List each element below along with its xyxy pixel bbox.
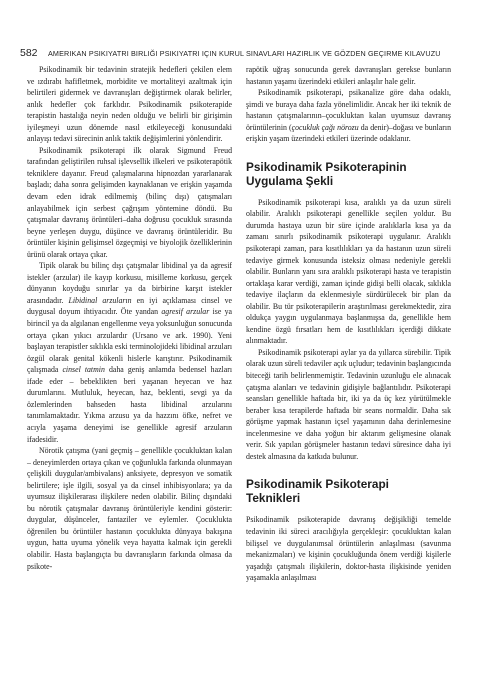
paragraph: Psikodinamik psikoterapi ilk olarak Sigmund Freud tarafından geliştirilen ruhsal işlevsellik ilkeleri ve psikoterapötik tekniklere dayanır. Freud çalışmalarına hipnozdan yararlanarak başladı; daha sonra gelişimden kaynaklanan ve erişkin yaşamda devam eden idrak edilmemiş (bilinç dışı) çatışmaları anlayabilmek için serbest çağrışım yöntemine döndü. Bu çatışmalar davranış örüntüleri–daha doğrusu çocukluk sırasında beyne yerleşen duygu, düşünce ve davranış örüntüleridir. Bu örüntüler kişinin gelişimsel özgeçmişi ve biyolojik özelliklerinin ürünü olarak ortaya çıkar. <box>27 145 232 259</box>
left-column <box>27 64 232 572</box>
emphasis-term: cinsel tatmin <box>62 365 105 375</box>
emphasis-term: agresif arzular <box>161 307 210 317</box>
paragraph: Tipik olarak bu bilinç dışı çatışmalar libidinal ya da agresif istekler (arzular) ile kayıp korkusu, misilleme korkusu, gerçek dünyanın koyduğu sınırlar ya da birbirine karşıt istekler arasındadır. Libidinal arzuların en iyi açıklaması cinsel ve duygusal doyum ihtiyacıdır. Öte yandan agresif arzular ise ya birincil ya da algılanan engellenme veya yoksunluğun sonucunda ortaya çıkan yıkıcı arzulardır (Ursano ve ark. 1990). Yeni başlayan terapistler sıklıkla eski terminolojideki libidinal arzuları özgül olarak genital kökenli hislerle karıştırır. Psikodinamik çalışmada cinsel tatmin daha geniş anlamda bedensel hazları ifade eder – bebeklikten beri yaşanan heyecan ve haz durumlarını. Mutluluk, heyecan, haz, beklenti, sevgi ya da özlemlerinden bahseden hasta libidinal arzularını tanımlamaktadır. Yıkma arzusu ya da hazzını öfke, nefret ve acıyla yaşama deneyimi ise genellikle agresif arzuların ifadesidir. <box>27 261 233 444</box>
right-column <box>246 64 451 584</box>
section-heading: Psikodinamik Psikoterapinin Uygulama Şekli <box>246 159 407 188</box>
paragraph: Nörotik çatışma (yani geçmiş – genellikle çocukluktan kalan – deneyimlerden ortaya çıkan ve çoğunlukla farkında olunmayan çelişkili duygular/ambivalans) anksiyete, depresyon ve somatik belirtilere; işle ilgili, sosyal ya da cinsel inhibisyonlara; ya da uyumsuz ilişkilerarası ilişkilere neden olabilir. Bilinç dışındaki bu nörotik çatışmalar davranış örüntüleriyle kendini gösterir: duygular, düşünceler, fantaziler ve eylemler. Çocuklukta öğrenilen bu örüntüler hastanın çocuklukta dünyaya bakışına uygun, hatta uyuma yönelik veya hayatta kalmak için gerekli olabilir. Hasta başlangıçta bu davranışların farkında olmasa da psikote- <box>27 446 232 571</box>
paragraph: rapötik uğraş sonucunda gerek davranışları gerekse bunların hastanın yaşamı üzerindeki etkileri anlaşılır hale gelir. <box>246 65 451 86</box>
running-title: AMERIKAN PSIKIYATRI BIRLIĞI PSIKIYATRI IÇIN KURUL SINAVLARI HAZIRLIK VE GÖZDEN GEÇIRME KILAVUZU <box>47 49 441 58</box>
emphasis-term: çocukluk çağı nörozu <box>291 122 359 132</box>
running-header <box>20 43 470 61</box>
page-number: 582 <box>20 47 38 59</box>
paragraph: Psikodinamik psikoterapi aylar ya da yıllarca sürebilir. Tipik olarak uzun süreli tedaviler açık uçludur; tedavinin başlangıcında biteceği tarih belirlenmemiştir. Tedavinin uzunluğu ele alınacak çatışma alanları ve tedavinin gidişiyle bağlantılıdır. Psikoterapi seansları genellikle haftada bir, iki ya da üç kez yürütülmekle beraber kısa terapilerde haftada bir seans normaldir. Daha sık görüşme yapmak hastanın içsel yaşamının daha derinlemesine incelenmesine ve daha yoğun bir aktarım gelişmesine olanak verir. Sık yapılan görüşmeler hastanın tedavi süresince daha iyi destek almasına da katkıda bulunur. <box>246 347 451 461</box>
paragraph: Psikodinamik psikoterapi kısa, aralıklı ya da uzun süreli olabilir. Aralıklı psikoterapi genellikle seçilen yoldur. Bu durumda hastaya uzun bir süre içinde aralıklarla kısa ya da zamanı sınırlı psikodinamik psikoterapi uygulanır. Aralıklı psikoterapi zaman, para kısıtlılıkları ya da hastanın uzun süreli tedaviye girmek konusunda isteksiz olması nedeniyle gerekli olabilir. Bunların yanı sıra aralıklı psikoterapi hasta ve terapistin ortaklaşa karar verdiği, zaman içinde gidişi belli olacak, sıklıkla tedaviye ilaçların da eklenmesiyle sürdürülecek bir plan da olabilir. Bu tür psikoterapilerin araştırılması gerekmektedir, zira oldukça yaygın uygulanmaya başlanmışsa da, genellikle hem kendine özgü fırsatları hem de kısıtlılıkları içerdiği dikkate alınmaktadır. <box>246 197 451 346</box>
paragraph: Psikodinamik psikoterapide davranış değişikliği temelde tedavinin iki süreci aracılığıyla gerçekleşir: çocukluktan kalan bilişsel ve duygulanımsal örüntülerin anlaşılması (savunma mekanizmaları) ve kişinin çocukluğunda önem verdiği kişilerle yaşadığı çatışmalı ilişkilerin, doktor-hasta ilişkisinde yeniden yaşamakla anlaşılması <box>246 515 451 583</box>
emphasis-term: Libidinal arzuların <box>68 295 132 305</box>
section-heading: Psikodinamik Psikoterapi Teknikleri <box>246 477 389 506</box>
paragraph: Psikodinamik bir tedavinin stratejik hedefleri çekilen elem ve ızdırabı hafifletmek, morbidite ve mortaliteyi azaltmak için belirtileri gidermek ve davranışları değiştirmek olarak belirler, anlık hedefler çok farklıdır. Psikodinamik psikoterapide terapistin hastalığa neyin neden olduğu ve belirli bir girişimin iyileşmeyi uzun dönemde nasıl etkileyeceği konusundaki anlayışı tedavi sürecinin anlık taktik değişimlerini yönlendirir. <box>27 65 232 144</box>
paragraph: Psikodinamik psikoterapi, psikanalize göre daha odaklı, şimdi ve buraya daha fazla yönelimlidir. Ancak her iki teknik de hastanın çatışmalarının–çocukluktan kalan uyumsuz davranış örüntülerinin (çocukluk çağı nörozu da denir)–doğası ve bunların erişkin yaşam üzerindeki etkileri üzerinde odaklanır. <box>246 88 451 144</box>
